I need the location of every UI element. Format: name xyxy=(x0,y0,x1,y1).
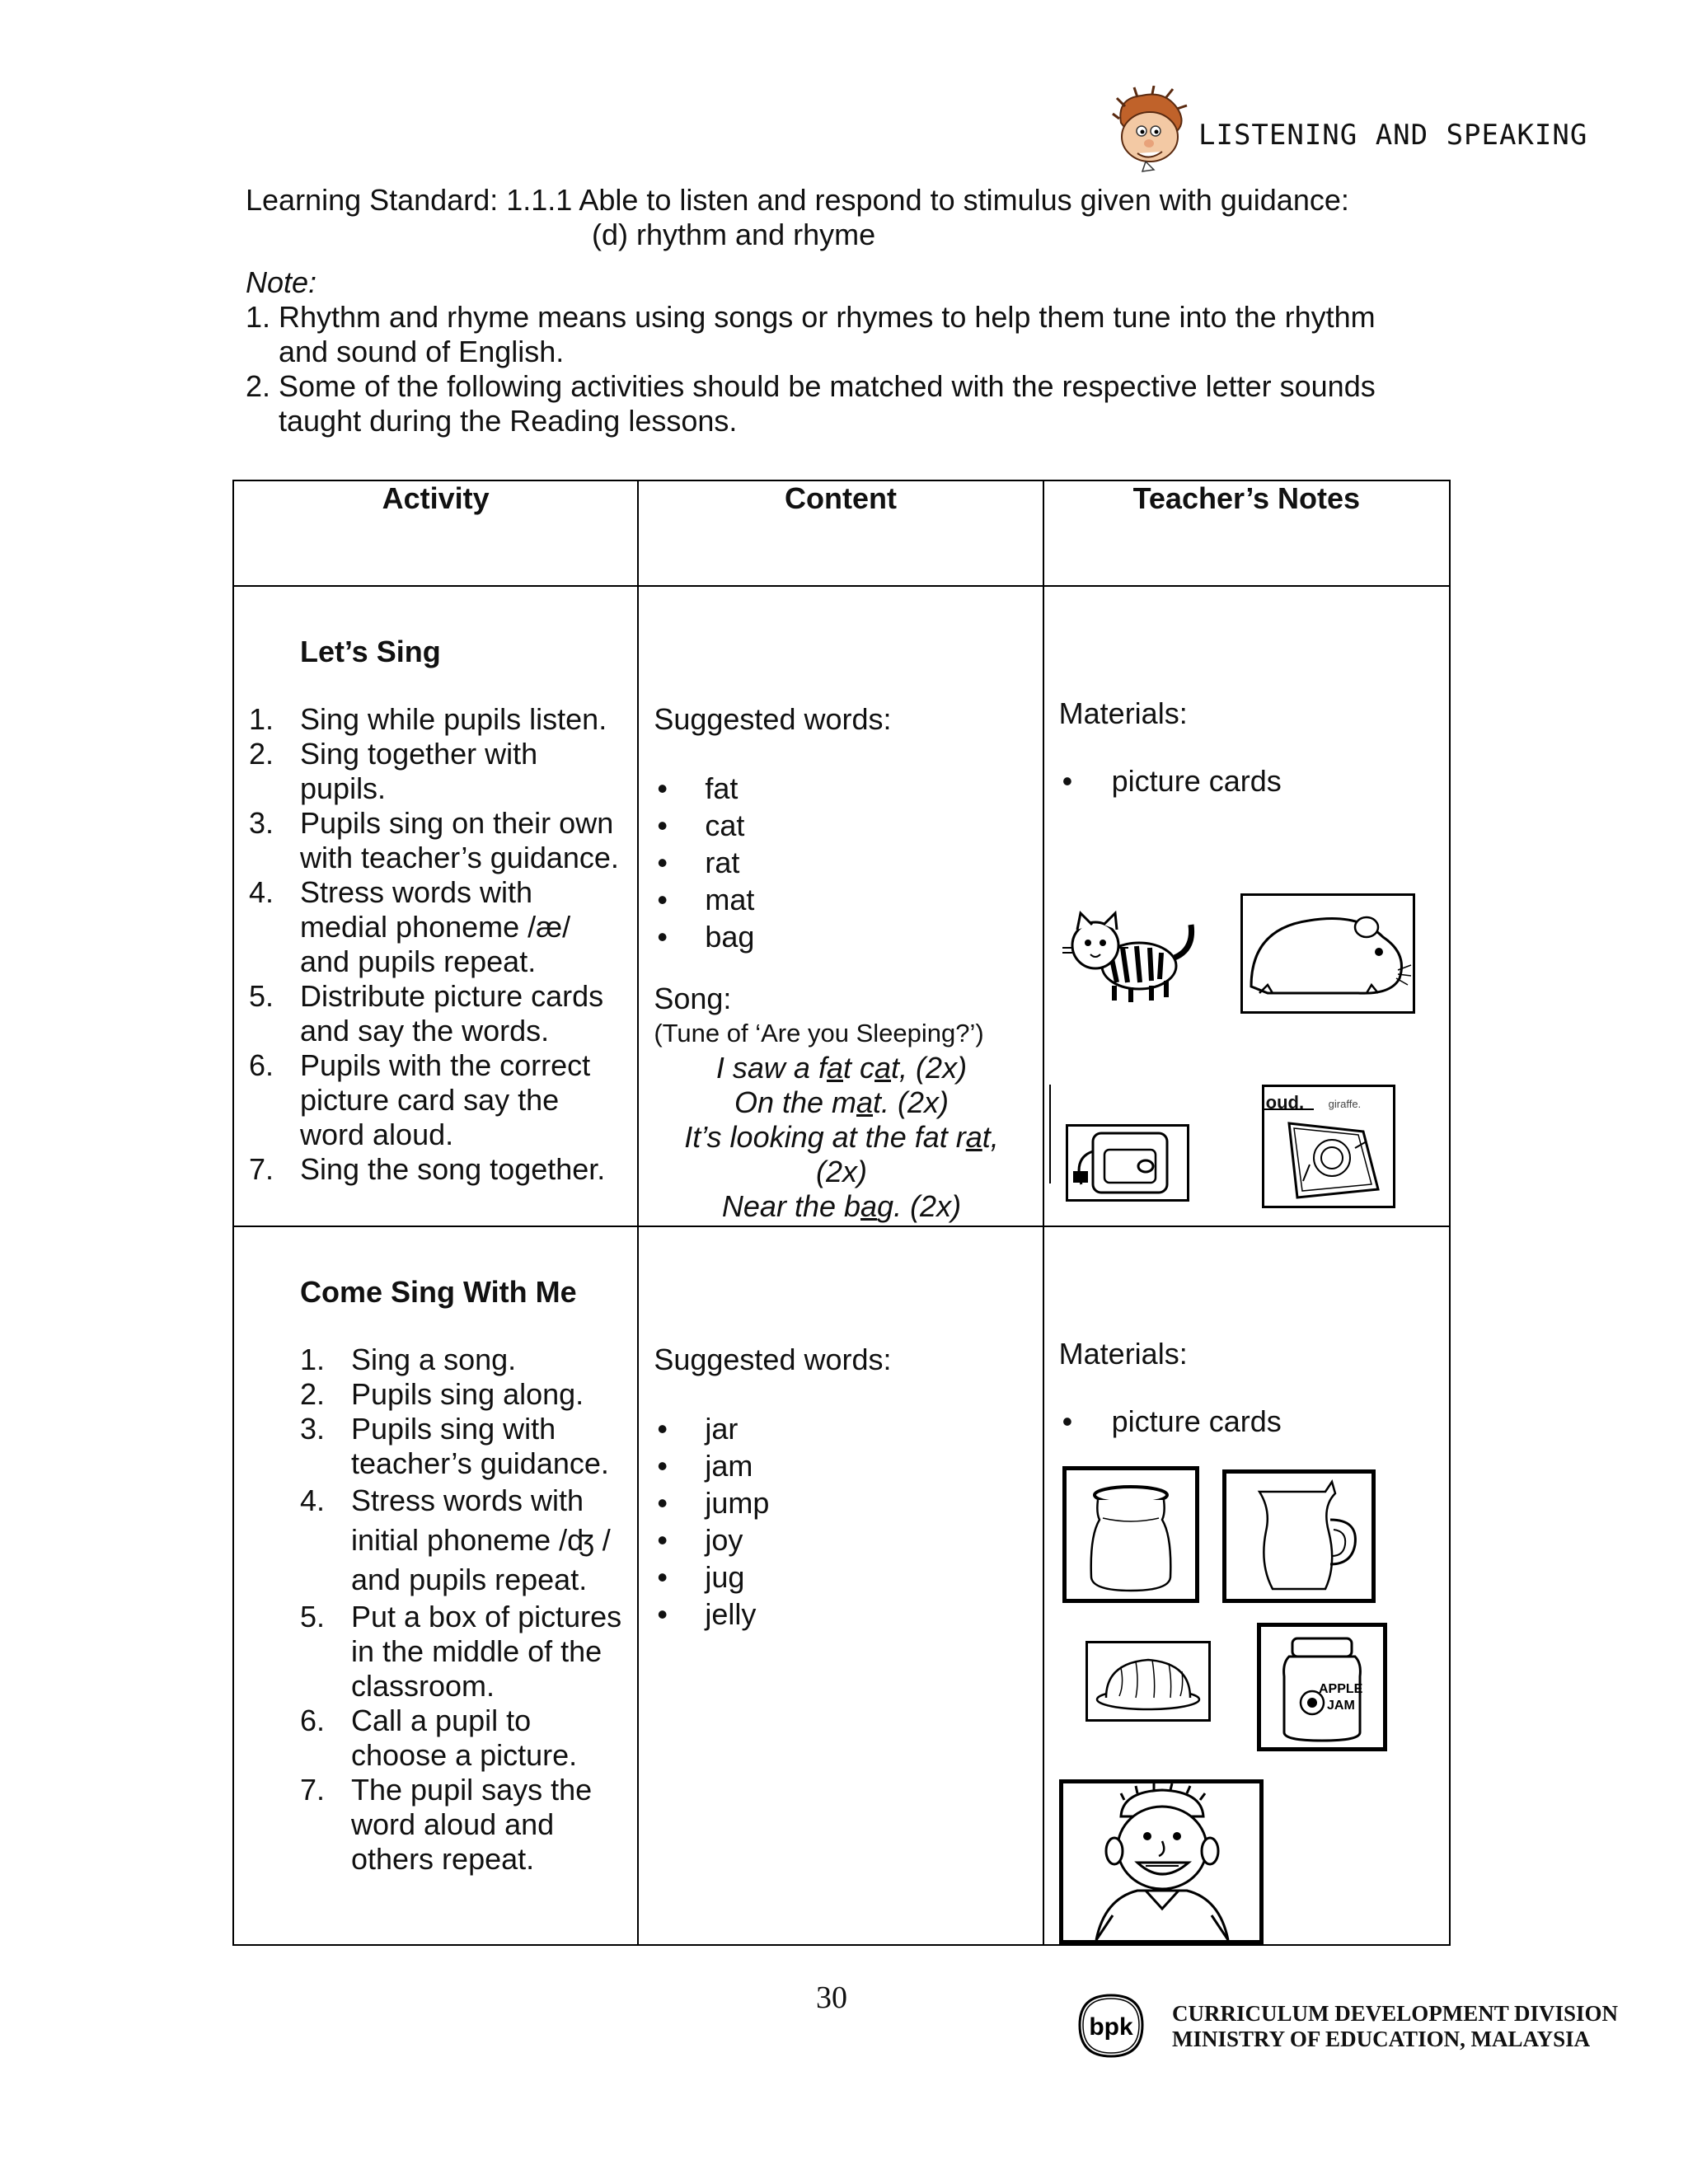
header-content: Content xyxy=(638,480,1043,586)
list-item: • jump xyxy=(657,1486,770,1520)
cartoon-boy-icon xyxy=(1104,86,1195,176)
activity-title: Let’s Sing xyxy=(300,635,441,668)
list-item: 4. Stress words with initial phoneme /ʤ / and pupils repeat. xyxy=(300,1483,611,1596)
list-item: 2. Pupils sing along. xyxy=(300,1377,584,1411)
table-header-row xyxy=(233,480,1450,586)
list-item: • cat xyxy=(657,808,745,842)
intro-block xyxy=(246,183,1449,438)
list-item: 4. Stress words with medial phoneme /æ/ and pupils repeat. xyxy=(249,875,571,978)
suggested-words-list xyxy=(654,1410,1029,1633)
list-item: 5. Distribute picture cards and say the words. xyxy=(249,979,604,1047)
materials-label: Materials: xyxy=(1058,696,1188,730)
list-item: • jelly xyxy=(657,1597,757,1631)
jam-picture xyxy=(1257,1623,1387,1751)
activity-steps xyxy=(249,702,624,1187)
song-tune: (Tune of ‘Are you Sleeping?’) xyxy=(654,1019,984,1047)
joy-picture xyxy=(1059,1779,1264,1944)
activity-table xyxy=(232,480,1451,1946)
list-item: 5. Put a box of pictures in the middle of the classroom. xyxy=(300,1600,622,1703)
teachers-notes-cell xyxy=(1043,1226,1450,1945)
list-item: • bag xyxy=(657,920,755,954)
song-lyrics: I saw a fat cat, (2x) On the mat. (2x) It’s looking at the fat rat, (2x) Near the bag. (2x) xyxy=(684,1051,999,1223)
activity-title: Come Sing With Me xyxy=(300,1275,577,1309)
list-item: 3. Pupils sing on their own with teacher’s guidance. xyxy=(249,806,619,874)
bpk-logo-icon xyxy=(1071,1990,1151,2061)
list-item: 7. The pupil says the word aloud and others repeat. xyxy=(300,1773,593,1876)
list-item: • jug xyxy=(657,1560,745,1594)
note-title: Note: xyxy=(246,265,317,299)
content-cell xyxy=(638,1226,1043,1945)
list-item: • jam xyxy=(657,1449,753,1483)
list-item: • joy xyxy=(657,1523,743,1557)
list-item: 7. Sing the song together. xyxy=(249,1152,606,1186)
note-item: 1. Rhythm and rhyme means using songs or rhymes to help them tune into the rhythm and sound of English. xyxy=(246,300,1376,368)
suggested-words-label: Suggested words: xyxy=(654,702,892,736)
section-header xyxy=(1104,86,1587,176)
list-item: 2. Sing together with pupils. xyxy=(249,737,538,805)
note-item: 2. Some of the following activities should be matched with the respective letter sounds taught during the Reading lessons. xyxy=(246,369,1376,438)
divider xyxy=(1049,1085,1056,1183)
song-label: Song: xyxy=(654,982,732,1015)
learning-standard: Learning Standard: 1.1.1 Able to listen and respond to stimulus given with guidance: xyxy=(246,183,1349,217)
list-item: • picture cards xyxy=(1062,764,1282,798)
suggested-words-list xyxy=(654,770,1029,955)
cat-picture xyxy=(1061,900,1201,1007)
jar-picture xyxy=(1062,1466,1199,1603)
bag-picture xyxy=(1066,1124,1189,1202)
list-item: 3. Pupils sing with teacher’s guidance. xyxy=(300,1412,609,1480)
list-item: • picture cards xyxy=(1062,1404,1282,1438)
activity-cell xyxy=(233,1226,638,1945)
list-item: 6. Pupils with the correct picture card say the word aloud. xyxy=(249,1048,591,1151)
mat-picture: oud. giraffe. xyxy=(1262,1085,1395,1208)
suggested-words-label: Suggested words: xyxy=(654,1343,892,1376)
jug-picture xyxy=(1222,1469,1376,1603)
activity-steps xyxy=(249,1343,624,1877)
teachers-notes-cell xyxy=(1043,586,1450,1226)
list-item: 1. Sing while pupils listen. xyxy=(249,702,607,736)
materials-label: Materials: xyxy=(1058,1337,1188,1371)
table-row xyxy=(233,1226,1450,1945)
list-item: 6. Call a pupil to choose a picture. xyxy=(300,1704,578,1772)
table-row xyxy=(233,586,1450,1226)
svg-text:JAM: JAM xyxy=(1326,1699,1355,1713)
header-teachers-notes: Teacher’s Notes xyxy=(1043,480,1450,586)
header-activity: Activity xyxy=(233,480,638,586)
svg-text:bpk: bpk xyxy=(1089,2013,1133,2041)
list-item: • mat xyxy=(657,883,755,916)
svg-text:APPLE: APPLE xyxy=(1318,1682,1362,1696)
content-cell xyxy=(638,586,1043,1226)
page-number: 30 xyxy=(816,1980,847,2015)
list-item: • rat xyxy=(657,846,740,879)
hamster-picture xyxy=(1240,893,1415,1014)
list-item: 1. Sing a song. xyxy=(300,1343,517,1376)
org-name: CURRICULUM DEVELOPMENT DIVISION MINISTRY OF EDUCATION, MALAYSIA xyxy=(1172,2001,1619,2051)
jelly-picture xyxy=(1085,1641,1211,1722)
learning-standard-sub: (d) rhythm and rhyme xyxy=(592,218,876,251)
list-item: • jar xyxy=(657,1412,738,1446)
bpk-logo xyxy=(1071,1990,1151,2065)
activity-cell xyxy=(233,586,638,1226)
list-item: • fat xyxy=(657,771,738,805)
section-title: LISTENING AND SPEAKING xyxy=(1198,119,1588,152)
